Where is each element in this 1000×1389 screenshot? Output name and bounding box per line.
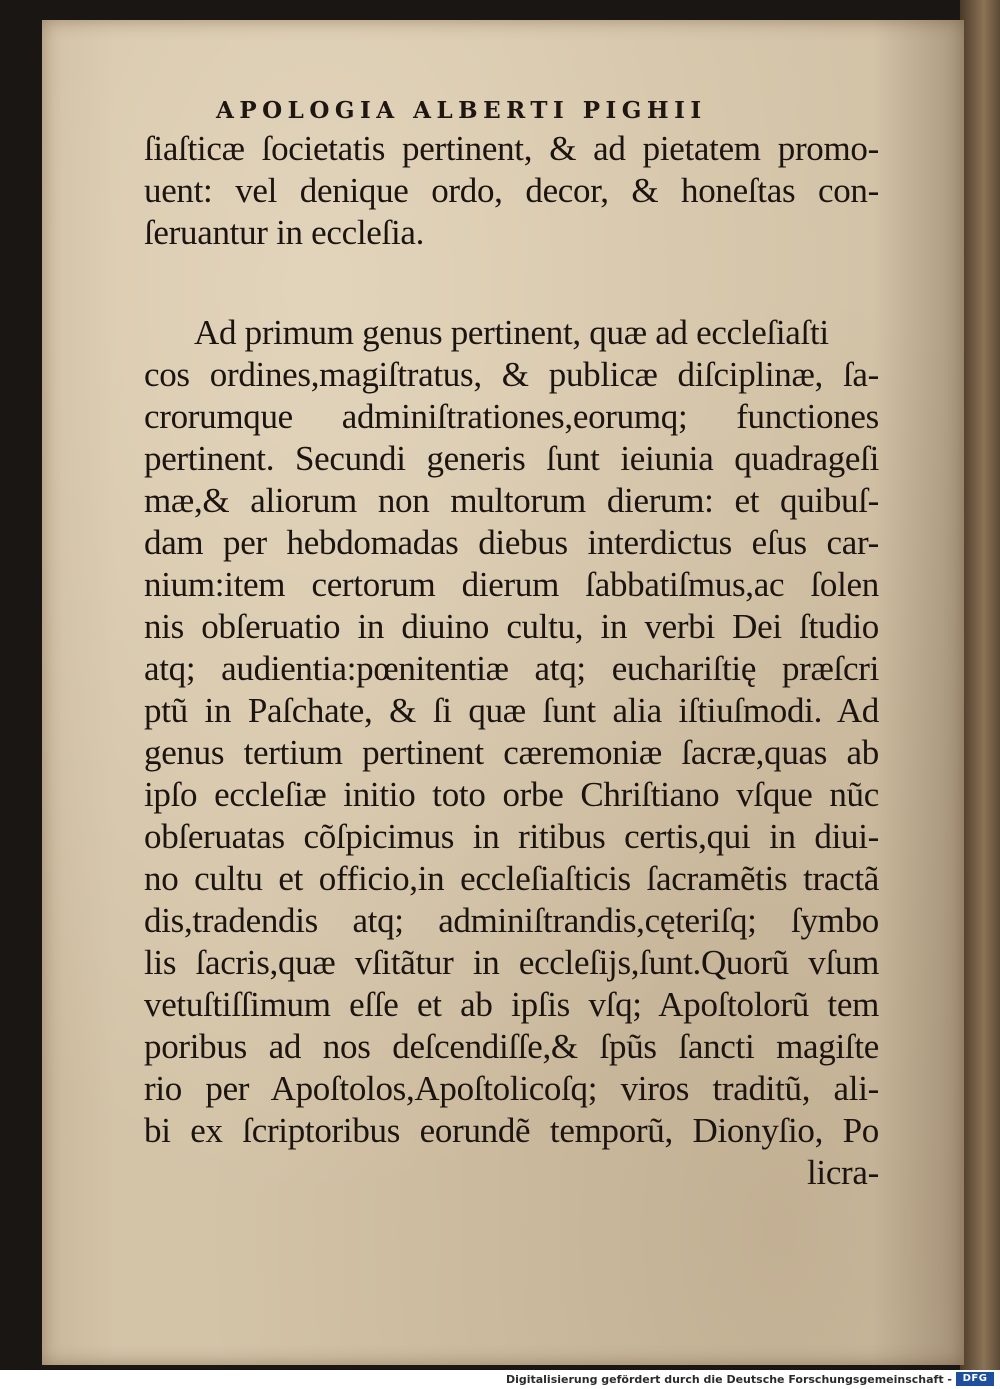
text-line: obſeruatas cõſpicimus in ritibus certis,qui in diui- bbox=[144, 817, 879, 856]
text-line: ſeruantur in eccleſia. bbox=[144, 213, 425, 252]
dfg-logo: DFG bbox=[956, 1372, 994, 1386]
text-line: bi ex ſcriptoribus eorundẽ temporũ, Dionyſio, Po bbox=[144, 1111, 879, 1150]
page-text-block bbox=[144, 128, 879, 1194]
text-line: pertinent. Secundi generis ſunt ieiunia quadrageſi bbox=[144, 439, 879, 478]
running-header: APOLOGIA ALBERTI PIGHII bbox=[216, 97, 707, 124]
text-line: nium:item certorum dierum ſabbatiſmus,ac ſolen bbox=[144, 565, 879, 604]
paragraph-gap bbox=[144, 254, 879, 312]
text-line: ipſo eccleſiæ initio toto orbe Chriſtiano vſque nũc bbox=[144, 775, 879, 814]
text-line: atq; audientia:pœnitentiæ atq; euchariſtię præſcri bbox=[144, 649, 879, 688]
footer-credit: Digitalisierung gefördert durch die Deutsche Forschungsgemeinschaft - bbox=[505, 1373, 952, 1386]
text-line: dam per hebdomadas diebus interdictus eſus car- bbox=[144, 523, 879, 562]
text-line: Ad primum genus pertinent, quæ ad eccleſiaſti bbox=[194, 313, 829, 352]
text-line: licra- bbox=[806, 1153, 879, 1192]
text-line: uent: vel denique ordo, decor, & honeſtas con- bbox=[144, 171, 879, 210]
text-line: cos ordines,magiſtratus, & publicæ diſciplinæ, ſa- bbox=[144, 355, 879, 394]
text-line: crorumque adminiſtrationes,eorumq; functiones bbox=[144, 397, 879, 436]
text-line: poribus ad nos deſcendiſſe,& ſpũs ſancti magiſte bbox=[144, 1027, 879, 1066]
text-line: genus tertium pertinent cæremoniæ ſacræ,quas ab bbox=[144, 733, 879, 772]
book-spine bbox=[960, 0, 1000, 1370]
text-line: ptũ in Paſchate, & ſi quæ ſunt alia iſtiuſmodi. Ad bbox=[144, 691, 879, 730]
text-line: dis,tradendis atq; adminiſtrandis,cęteriſq; ſymbo bbox=[144, 901, 879, 940]
text-line: rio per Apoſtolos,Apoſtolicoſq; viros traditũ, ali- bbox=[144, 1069, 879, 1108]
text-line: lis ſacris,quæ vſitãtur in eccleſijs,ſunt.Quorũ vſum bbox=[144, 943, 879, 982]
text-line: vetuſtiſſimum eſſe et ab ipſis vſq; Apoſtolorũ tem bbox=[144, 985, 879, 1024]
text-line: mæ,& aliorum non multorum dierum: et quibuſ- bbox=[144, 481, 879, 520]
text-line: no cultu et officio,in eccleſiaſticis ſacramẽtis tractã bbox=[144, 859, 879, 898]
text-line: ſiaſticæ ſocietatis pertinent, & ad pietatem promo- bbox=[144, 129, 879, 168]
text-line: nis obſeruatio in diuino cultu, in verbi Dei ſtudio bbox=[144, 607, 879, 646]
